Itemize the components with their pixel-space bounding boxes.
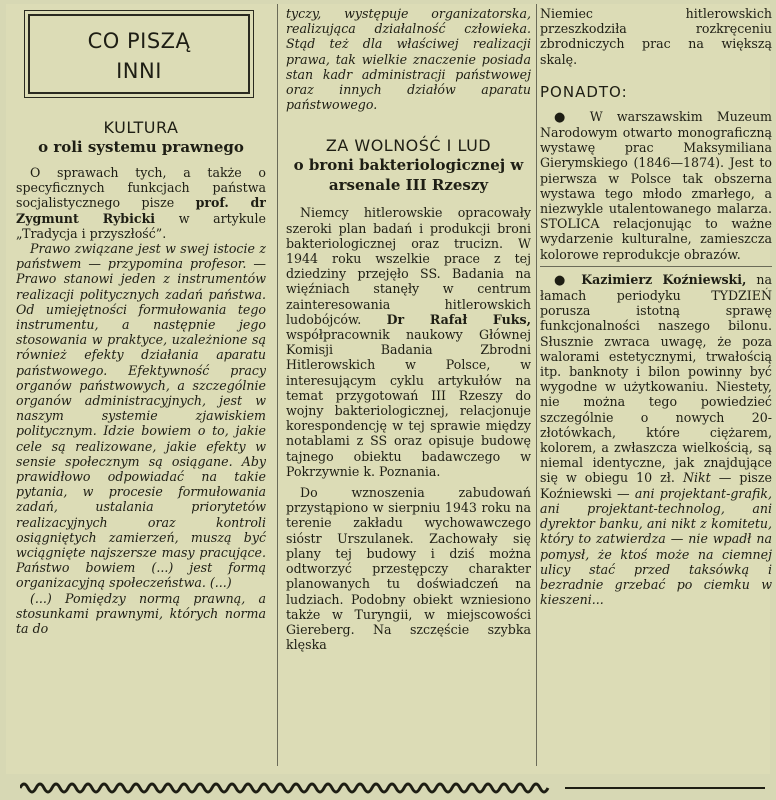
ponadto-item-2: [540, 272, 772, 607]
column-3: [540, 4, 772, 607]
article-2-p1-text: Niemcy hitlerowskie opracowały szeroki plan badań i produkcji broni bakteriologicznej oraz trucizn. W 1944 roku wszelkie prace z tej dziedziny przejęło SS. Badania na więźniach stanęły w centrum zainteresowania hitlerowskich ludobójców.: [286, 205, 531, 327]
ponadto-item-1-text: W warszawskim Muzeum Narodowym otwarto monograficzną wystawę prac Maksymiliana Gierymskiego (1846—1874). Jest to pierwsza w Polsce tak obszerna wystawa tego młodo zmarłego, a niezwykle utalentowanego malarza. STOLICA relacjonując to ważne wydarzenie kulturalne, zamieszcza kolorowe reprodukcje obrazów.: [540, 108, 772, 262]
bullet-icon: ●: [554, 109, 576, 125]
article-2-kicker: ZA WOLNOŚĆ I LUD: [325, 136, 492, 156]
article-2-headline: o broni bakteriologicznej w arsenale III Rzeszy: [293, 156, 524, 195]
decorative-wave-border: [20, 780, 550, 796]
article-1-headline: o roli systemu prawnego: [38, 138, 244, 156]
article-1-paragraph-3-continued: tyczy, występuje organizatorska, realizująca działalność człowieka. Stąd też dla właściwej realizacji prawa, tak wielkie znaczenie posiada stan kadr administracji państwowej oraz innych działów aparatu państwowego.: [286, 6, 531, 113]
article-2-paragraph-2-continued: Niemiec hitlerowskich przeszkodziła rozkręceniu zbrodniczych prac na większą skalę.: [540, 6, 772, 67]
ponadto-item-2-author: Kazimierz Koźniewski,: [581, 271, 747, 287]
article-1-kicker: KULTURA: [103, 118, 179, 137]
masthead-box: [28, 14, 250, 94]
column-rule: [277, 4, 278, 766]
article-1-p1-text-end: w artykule „Tradycja i przyszłość”.: [16, 210, 266, 241]
ponadto-item-1: [540, 109, 772, 262]
bullet-icon: ●: [554, 272, 572, 288]
ponadto-label: PONADTO:: [540, 82, 628, 101]
article-2-author: Dr Rafał Fuks,: [386, 311, 531, 327]
ponadto-item-2-quote: ani projektant-grafik, ani projektant-technolog, ani dyrektor banku, ani nikt z komitetu, który to zatwierdza — nie wpadł na pomysł, że ktoś może na ciemnej ulicy stać przed taksówką i bezradnie grzebać po ciemku w kieszeni...: [540, 485, 772, 608]
column-rule: [536, 4, 537, 766]
newspaper-page: [6, 4, 770, 774]
ponadto-item-2-quote-start: Nikt: [682, 470, 711, 486]
article-1-p1-text: O sprawach tych, a także o specyficznych funkcjach państwa socjalistycznego pisze: [16, 165, 266, 211]
article-2-paragraph-2: Do wznoszenia zabudowań przystąpiono w sierpniu 1943 roku na terenie zakładu wychowawczego sióstr Urszulanek. Zachowały się plany tej budowy i dziś można odtworzyć przestępczy charakter planowanych tu doświadczeń na ludziach. Podobny obiekt wzniesiono także w Turyngii, w miejscowości Giereberg. Na szczęście szybka klęska: [286, 485, 531, 653]
column-2: [286, 4, 531, 652]
article-1-paragraph-2: Prawo związane jest w swej istocie z państwem — przypomina profesor. — Prawo stanowi jeden z instrumentów realizacji politycznych zadań państwa. Od umiejętności formułowania tego instrumentu, a następnie jego stosowania w praktyce, uzależnione są również efekty działania aparatu państwowego. Efektywność pracy organów państwowych, a szczególnie organów administracyjnych, jest w naszym systemie zjawiskiem politycznym. Idzie bowiem o to, jakie cele są realizowane, jakie efekty w sensie społecznym są osiągane. Aby prawidłowo odpowiadać na takie pytania, w procesie formułowania zadań, ustalania priorytetów realizacyjnych oraz kontroli osiągniętych zamierzeń, muszą być wciągnięte najszersze masy pracujące. Państwo bowiem (...) jest formą organizacyjną społeczeństwa. (...): [16, 241, 266, 591]
article-1-paragraph-3: (...) Pomiędzy normą prawną, a stosunkami prawnymi, których norma ta do: [16, 590, 266, 637]
bottom-rule: [565, 787, 765, 789]
article-2-paragraph-1: [286, 205, 531, 479]
masthead-line-1: CO PISZĄ: [87, 29, 191, 53]
article-1-paragraph-1: [16, 165, 266, 241]
article-1-author: prof. dr Zygmunt Rybicki: [16, 195, 266, 226]
ponadto-item-2-text: na łamach periodyku TYDZIEŃ porusza istotną sprawę funkcjonalności naszego bilonu. Słusznie zwraca uwagę, że poza walorami estetycznymi, trwałością itp. banknoty i bilon powinny być wygodne w użytkowaniu. Niestety, nie można tego powiedzieć szczególnie o nowych 20-złotówkach, które ciężarem, kolorem, a zwłaszcza wielkością, są niemal identyczne, jak znajdujące się w obiegu 10 zł.: [540, 271, 772, 486]
item-separator: [540, 266, 772, 267]
article-2-p1-text-end: współpracownik naukowy Głównej Komisji Badania Zbrodni Hitlerowskich w Polsce, w interesującym cyklu artykułów na temat przygotowań III Rzeszy do wojny bakteriologicznej, relacjonuje korespondencję w tej sprawie między notablami z SS oraz opisuje budowę tajnego obiektu badawczego w Pokrzywnie k. Poznania.: [286, 327, 531, 479]
column-1: [16, 4, 266, 636]
masthead-line-2: INNI: [116, 59, 162, 83]
ponadto-item-2-attribution: — pisze Koźniewski —: [540, 470, 772, 501]
